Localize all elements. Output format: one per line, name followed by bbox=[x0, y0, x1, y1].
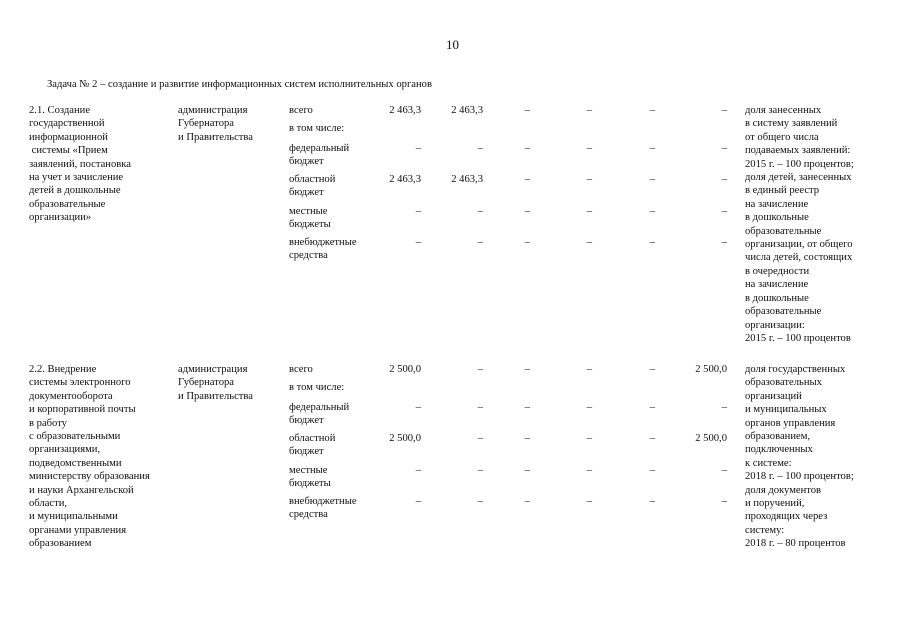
funding-value: 2 500,0 bbox=[389, 364, 421, 375]
funding-value: – bbox=[415, 206, 421, 217]
measure-name: 2.2. Внедрение системы электронного документооборота и корпоративной почты в работу с образовательными организациями, подведомственными министерству образования и науки Архангельской области, и муниципальными органами управления образованием bbox=[29, 364, 150, 550]
funding-value: – bbox=[415, 237, 421, 248]
funding-source-label: внебюджетные средства bbox=[289, 237, 357, 262]
funding-value: – bbox=[477, 496, 483, 507]
funding-value: – bbox=[721, 206, 727, 217]
funding-value: – bbox=[721, 237, 727, 248]
funding-value: – bbox=[649, 143, 655, 154]
funding-source-label: федеральный бюджет bbox=[289, 402, 350, 427]
funding-source-label: внебюджетные средства bbox=[289, 496, 357, 521]
funding-value: – bbox=[649, 402, 655, 413]
funding-value: 2 500,0 bbox=[695, 433, 727, 444]
executor: администрация Губернатора и Правительства bbox=[178, 105, 253, 143]
funding-value: – bbox=[586, 465, 592, 476]
funding-value: – bbox=[586, 206, 592, 217]
funding-value: – bbox=[524, 465, 530, 476]
funding-value: – bbox=[586, 105, 592, 116]
funding-source-label: федеральный бюджет bbox=[289, 143, 350, 168]
funding-value: – bbox=[586, 143, 592, 154]
measure-name: 2.1. Создание государственной информационной системы «Прием заявлений, постановка на учет и зачисление детей в дошкольные образовательные организации» bbox=[29, 105, 131, 224]
funding-value: – bbox=[586, 402, 592, 413]
funding-value: – bbox=[649, 433, 655, 444]
funding-value: – bbox=[586, 364, 592, 375]
funding-value: – bbox=[477, 433, 483, 444]
funding-source-label: местные бюджеты bbox=[289, 206, 331, 231]
funding-value: – bbox=[721, 496, 727, 507]
funding-value: – bbox=[415, 402, 421, 413]
funding-value: – bbox=[649, 237, 655, 248]
funding-source-label: местные бюджеты bbox=[289, 465, 331, 490]
funding-value: – bbox=[649, 496, 655, 507]
funding-value: – bbox=[524, 105, 530, 116]
funding-value: – bbox=[477, 206, 483, 217]
funding-source-label: в том числе: bbox=[289, 123, 345, 134]
funding-value: – bbox=[721, 105, 727, 116]
expected-result: доля занесенных в систему заявлений от общего числа подаваемых заявлений: 2015 г. – 100 процентов; доля детей, занесенных в единый реестр на зачисление в дошкольные образовательные организации, от общего числа детей, состоящих в очередности на зачисление в дошкольные образовательные организации: 2015 г. – 100 процентов bbox=[745, 105, 854, 344]
funding-source-label: всего bbox=[289, 105, 313, 116]
funding-source-label: областной бюджет bbox=[289, 433, 336, 458]
funding-value: – bbox=[415, 496, 421, 507]
funding-value: – bbox=[721, 465, 727, 476]
funding-value: – bbox=[649, 465, 655, 476]
funding-value: – bbox=[477, 465, 483, 476]
funding-value: 2 500,0 bbox=[695, 364, 727, 375]
funding-value: 2 500,0 bbox=[389, 433, 421, 444]
funding-value: 2 463,3 bbox=[451, 174, 483, 185]
funding-source-label: областной бюджет bbox=[289, 174, 336, 199]
funding-value: – bbox=[524, 496, 530, 507]
funding-value: – bbox=[586, 237, 592, 248]
funding-value: – bbox=[649, 174, 655, 185]
funding-source-label: всего bbox=[289, 364, 313, 375]
funding-value: – bbox=[524, 143, 530, 154]
funding-value: – bbox=[586, 496, 592, 507]
page-number: 10 bbox=[446, 37, 459, 52]
funding-value: – bbox=[721, 143, 727, 154]
funding-value: – bbox=[524, 364, 530, 375]
funding-value: – bbox=[415, 143, 421, 154]
funding-value: – bbox=[524, 402, 530, 413]
funding-value: – bbox=[721, 174, 727, 185]
funding-value: 2 463,3 bbox=[389, 105, 421, 116]
expected-result: доля государственных образовательных организаций и муниципальных органов управления образованием, подключенных к системе: 2018 г. – 100 процентов; доля документов и поручений, проходящих через систему: 2018 г. – 80 процентов bbox=[745, 364, 854, 550]
funding-value: – bbox=[649, 105, 655, 116]
funding-value: – bbox=[586, 174, 592, 185]
executor: администрация Губернатора и Правительства bbox=[178, 364, 253, 402]
funding-value: 2 463,3 bbox=[389, 174, 421, 185]
funding-value: – bbox=[524, 174, 530, 185]
funding-value: – bbox=[415, 465, 421, 476]
funding-value: – bbox=[649, 364, 655, 375]
funding-value: – bbox=[477, 402, 483, 413]
funding-value: – bbox=[524, 237, 530, 248]
funding-value: 2 463,3 bbox=[451, 105, 483, 116]
funding-value: – bbox=[586, 433, 592, 444]
funding-value: – bbox=[649, 206, 655, 217]
funding-value: – bbox=[477, 364, 483, 375]
funding-value: – bbox=[524, 206, 530, 217]
funding-source-label: в том числе: bbox=[289, 382, 345, 393]
funding-value: – bbox=[477, 237, 483, 248]
funding-value: – bbox=[524, 433, 530, 444]
task-heading: Задача № 2 – создание и развитие информационных систем исполнительных органов bbox=[47, 79, 432, 90]
funding-value: – bbox=[721, 402, 727, 413]
funding-value: – bbox=[477, 143, 483, 154]
